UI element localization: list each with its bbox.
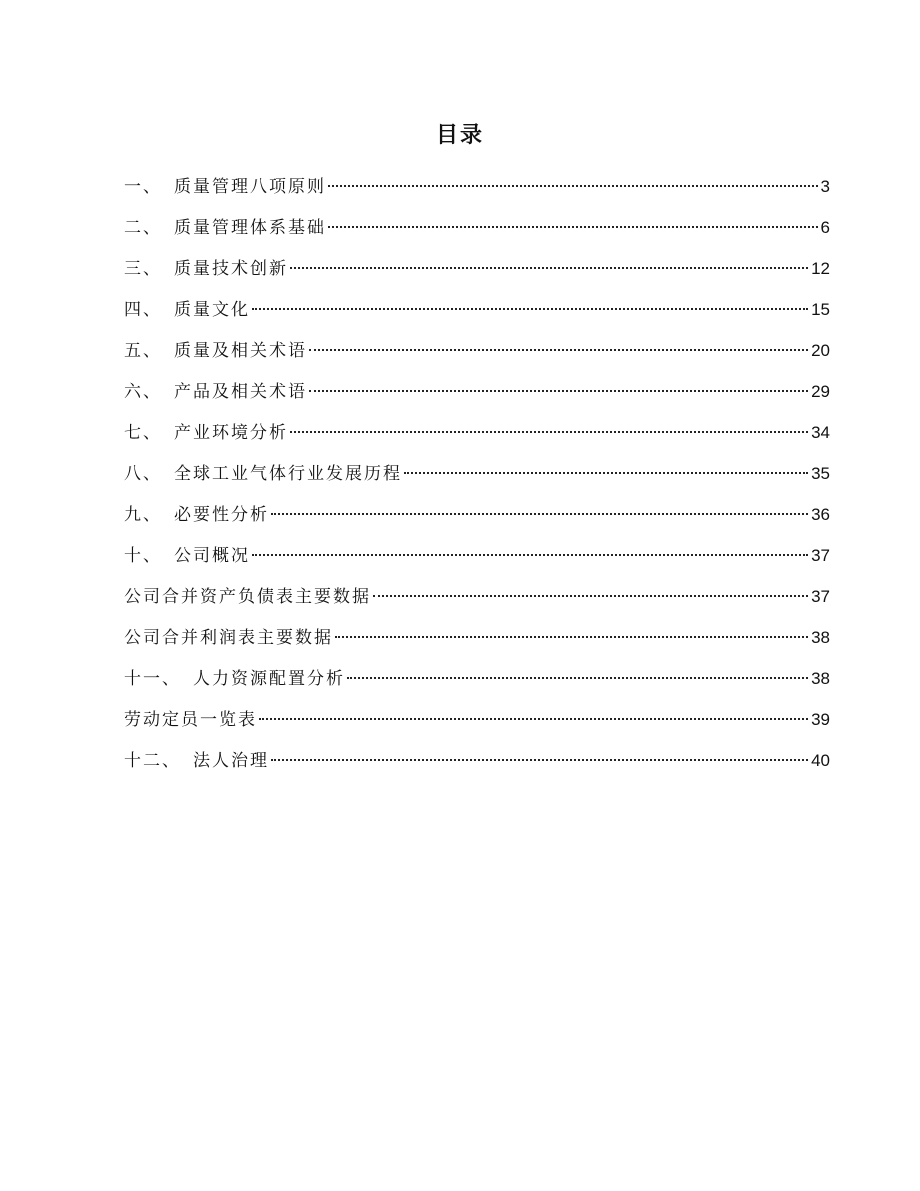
toc-entry-page: 40 [811, 751, 830, 770]
toc-dot-leader [335, 636, 808, 638]
toc-entry-page: 6 [820, 218, 830, 237]
toc-entry[interactable] [124, 253, 830, 294]
table-of-contents [124, 171, 830, 786]
toc-entry-number: 一、 [124, 177, 162, 197]
toc-entry-number: 六、 [124, 382, 162, 402]
toc-entry[interactable] [124, 581, 830, 622]
toc-entry-page: 37 [811, 587, 830, 606]
toc-entry[interactable] [124, 458, 830, 499]
toc-entry-title: 产业环境分析 [174, 423, 288, 443]
toc-entry-title: 公司合并利润表主要数据 [124, 628, 333, 648]
toc-entry-page: 36 [811, 505, 830, 524]
toc-entry[interactable] [124, 499, 830, 540]
toc-dot-leader [309, 349, 808, 351]
toc-entry-title: 质量文化 [174, 300, 250, 320]
toc-entry-title: 公司合并资产负债表主要数据 [124, 587, 371, 607]
toc-entry-page: 15 [811, 300, 830, 319]
toc-dot-leader [309, 390, 808, 392]
toc-entry-number: 三、 [124, 259, 162, 279]
toc-entry[interactable] [124, 663, 830, 704]
toc-dot-leader [347, 677, 808, 679]
toc-dot-leader [290, 431, 808, 433]
toc-title: 目录 [435, 123, 484, 148]
toc-entry-page: 20 [811, 341, 830, 360]
toc-entry-title: 公司概况 [174, 546, 250, 566]
toc-entry-number: 二、 [124, 218, 162, 238]
toc-entry-title: 质量技术创新 [174, 259, 288, 279]
toc-entry-page: 12 [811, 259, 830, 278]
toc-entry-page: 37 [811, 546, 830, 565]
toc-entry-page: 39 [811, 710, 830, 729]
toc-dot-leader [290, 267, 808, 269]
toc-dot-leader [328, 185, 818, 187]
toc-entry[interactable] [124, 171, 830, 212]
toc-entry-page: 34 [811, 423, 830, 442]
toc-entry[interactable] [124, 294, 830, 335]
toc-entry-title: 质量管理体系基础 [174, 218, 326, 238]
toc-entry-title: 全球工业气体行业发展历程 [174, 464, 402, 484]
toc-entry[interactable] [124, 376, 830, 417]
toc-entry[interactable] [124, 417, 830, 458]
toc-entry-number: 九、 [124, 505, 162, 525]
toc-dot-leader [252, 308, 808, 310]
toc-entry-number: 四、 [124, 300, 162, 320]
toc-entry-title: 质量及相关术语 [174, 341, 307, 361]
toc-entry[interactable] [124, 540, 830, 581]
toc-entry-title: 产品及相关术语 [174, 382, 307, 402]
toc-entry-page: 38 [811, 628, 830, 647]
toc-entry-number: 五、 [124, 341, 162, 361]
toc-entry[interactable] [124, 622, 830, 663]
toc-dot-leader [252, 554, 808, 556]
toc-entry-title: 人力资源配置分析 [193, 669, 345, 689]
toc-entry-title: 质量管理八项原则 [174, 177, 326, 197]
toc-entry-number: 十、 [124, 546, 162, 566]
toc-entry-number: 八、 [124, 464, 162, 484]
toc-dot-leader [404, 472, 808, 474]
toc-entry-title: 必要性分析 [174, 505, 269, 525]
toc-entry-number: 十一、 [124, 669, 181, 689]
toc-dot-leader [271, 513, 808, 515]
toc-entry[interactable] [124, 704, 830, 745]
toc-entry[interactable] [124, 745, 830, 786]
toc-entry-page: 29 [811, 382, 830, 401]
toc-entry-page: 38 [811, 669, 830, 688]
toc-entry-number: 十二、 [124, 751, 181, 771]
toc-entry-page: 3 [820, 177, 830, 196]
toc-entry-page: 35 [811, 464, 830, 483]
toc-dot-leader [373, 595, 808, 597]
toc-entry-title: 劳动定员一览表 [124, 710, 257, 730]
toc-dot-leader [271, 759, 808, 761]
toc-dot-leader [328, 226, 818, 228]
toc-entry[interactable] [124, 335, 830, 376]
toc-entry-number: 七、 [124, 423, 162, 443]
toc-entry[interactable] [124, 212, 830, 253]
toc-entry-title: 法人治理 [193, 751, 269, 771]
toc-dot-leader [259, 718, 808, 720]
